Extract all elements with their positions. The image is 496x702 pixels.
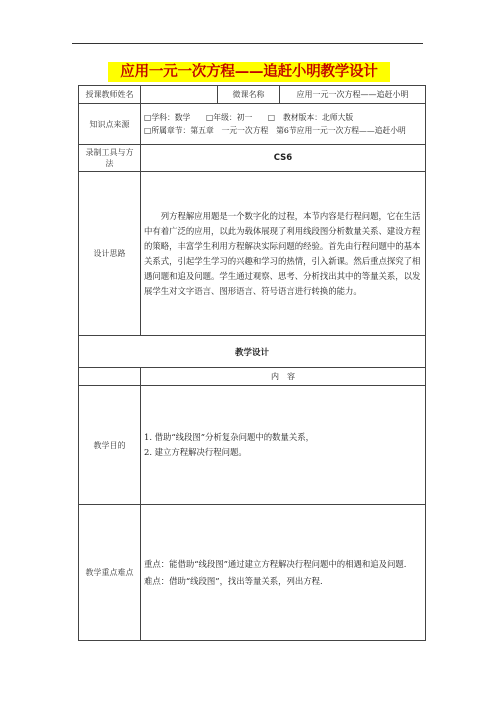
source-line-2: □所属章节：第五章 一元一次方程 第6节应用一元一次方程——追赶小明 (144, 126, 406, 135)
section-title: 教学设计 (79, 336, 426, 368)
design-row (79, 172, 426, 336)
goals-list (141, 386, 426, 505)
goals-row (79, 386, 426, 505)
keypoints-row (79, 505, 426, 641)
course-name-label: 微课名称 (218, 86, 280, 104)
keypoints-label: 教学重点难点 (79, 505, 141, 641)
key-point: 重点：能借助“线段图”通过建立方程解决行程问题中的相遇和追及问题. (144, 559, 407, 569)
course-name-value: 应用一元一次方程——追赶小明 (280, 86, 426, 104)
content-header: 内 容 (141, 368, 426, 386)
source-value (141, 104, 426, 145)
teacher-row (79, 86, 426, 104)
document-title: 应用一元一次方程——追赶小明教学设计 (108, 62, 390, 82)
section-row (79, 336, 426, 368)
goal-item-2: 2. 建立方程解决行程问题。 (144, 447, 247, 457)
goals-label: 教学目的 (79, 386, 141, 505)
content-header-row (79, 368, 426, 386)
source-label: 知识点来源 (79, 104, 141, 145)
lesson-design-table (78, 85, 426, 641)
goal-item-1: 1. 借助“线段图”分析复杂问题中的数量关系， (144, 432, 314, 442)
keypoints-text (141, 505, 426, 641)
source-row (79, 104, 426, 145)
teacher-label: 授课教师姓名 (79, 86, 141, 104)
teacher-value (141, 86, 218, 104)
difficult-point: 难点：借助“线段图”，找出等量关系，列出方程. (144, 575, 323, 586)
tools-value: CS6 (141, 145, 426, 172)
design-label: 设计思路 (79, 172, 141, 336)
tools-label: 录制工具与方法 (79, 145, 141, 172)
source-line-1: □学科：数学 □年级：初一 □ 教材版本：北师大版 (144, 113, 354, 122)
design-text: 列方程解应用题是一个数字化的过程，本节内容是行程问题，它在生活中有着广泛的应用，以此为载体展现了利用线段图分析数量关系、建设方程的策略，丰富学生利用方程解决实际问题的经验。首先由行程问题中的基本关系式，引起学生学习的兴趣和学习的热情，引入新课。然后重点探究了相遇问题和追及问题。学生通过观察、思考、分析找出其中的等量关系，以发展学生对文字语言、图形语言、符号语言进行转换的能力。 (141, 172, 426, 336)
header-rule (72, 43, 423, 44)
tools-row (79, 145, 426, 172)
